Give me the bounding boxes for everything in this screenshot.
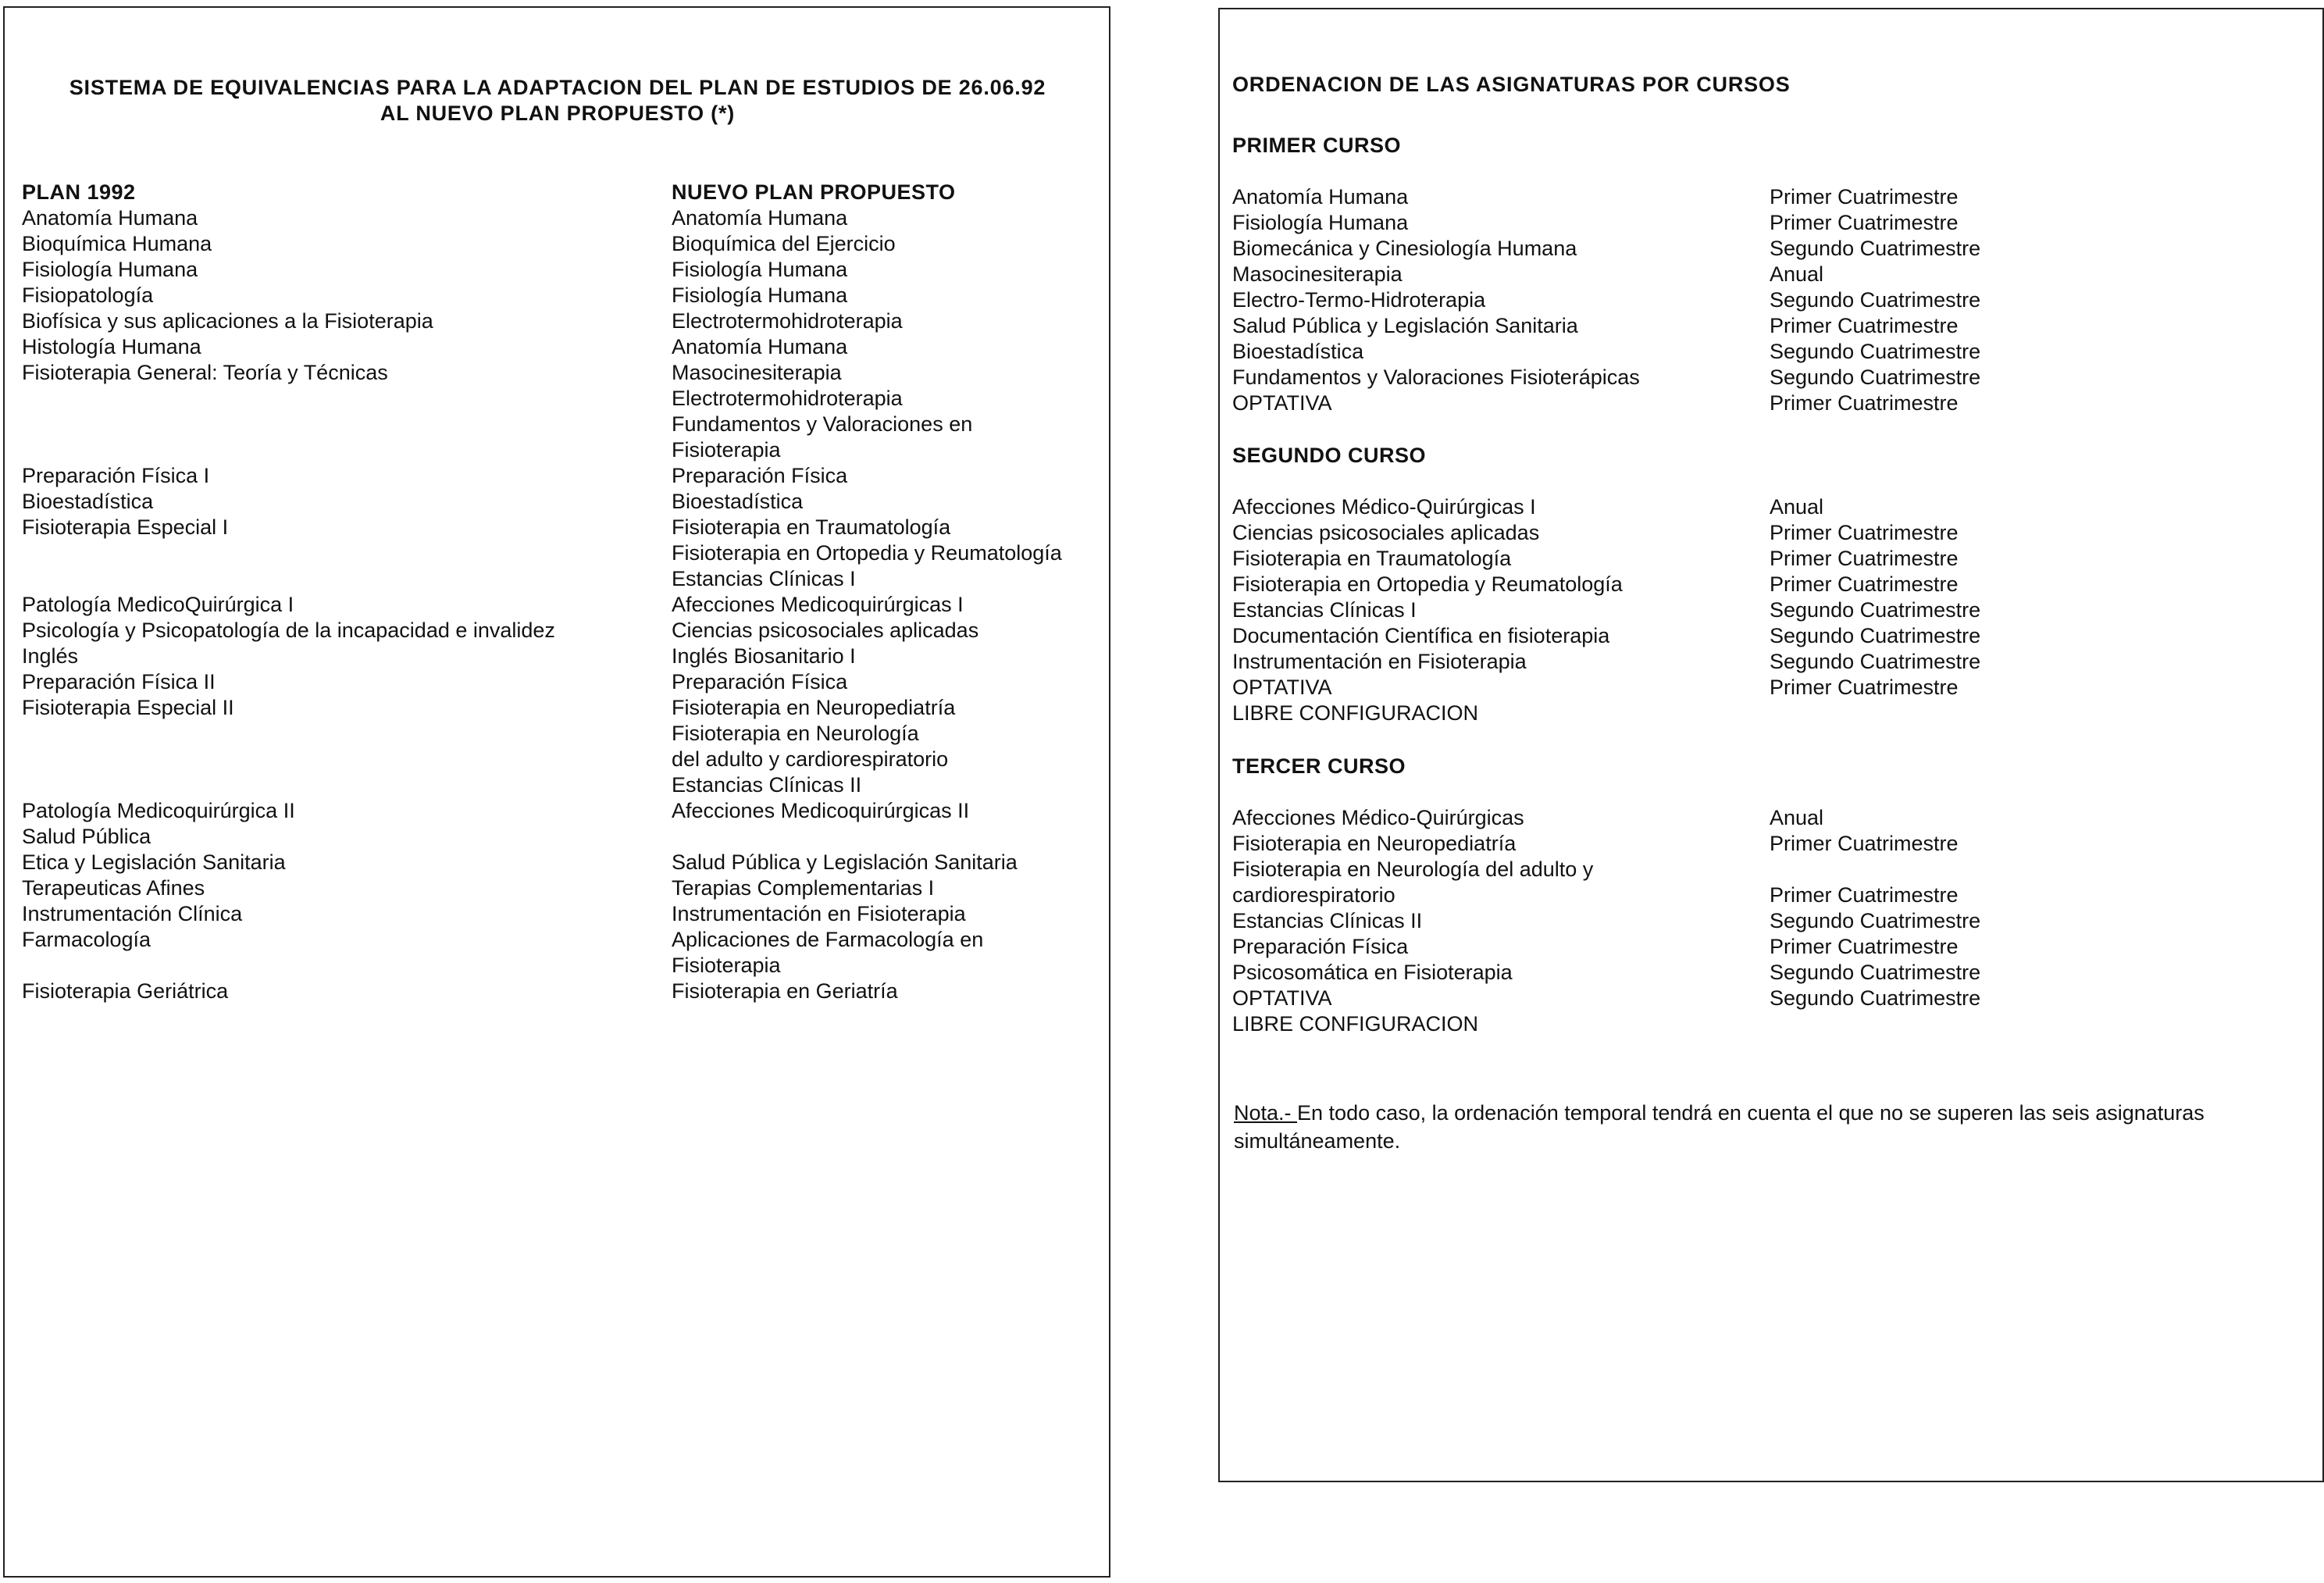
course-term: Primer Cuatrimestre [1770, 185, 1959, 209]
new-plan-item: del adulto y cardiorespiratorio [672, 747, 949, 771]
course-term: Primer Cuatrimestre [1770, 676, 1959, 699]
old-plan-item: Etica y Legislación Sanitaria [22, 850, 286, 874]
course-term: Segundo Cuatrimestre [1770, 598, 1981, 622]
course-term: Primer Cuatrimestre [1770, 572, 1959, 596]
new-plan-item: Electrotermohidroterapia [672, 387, 903, 410]
course-term: Primer Cuatrimestre [1770, 391, 1959, 415]
course-subject: Instrumentación en Fisioterapia [1232, 650, 1527, 673]
new-plan-item: Bioquímica del Ejercicio [672, 232, 896, 255]
course-subject: Bioestadística [1232, 340, 1364, 363]
course-heading: TERCER CURSO [1232, 754, 1406, 778]
note [1234, 1099, 2319, 1155]
course-subject: Ciencias psicosociales aplicadas [1232, 521, 1540, 544]
old-plan-item: Patología Medicoquirúrgica II [22, 799, 295, 822]
old-plan-item [22, 747, 647, 772]
course-subject: Afecciones Médico-Quirúrgicas [1232, 806, 1524, 829]
course-term: Anual [1770, 495, 1824, 519]
old-plan-column [22, 180, 647, 1004]
course-term: Anual [1770, 806, 1824, 829]
course-subject: LIBRE CONFIGURACION [1232, 1012, 1479, 1036]
course-term: Primer Cuatrimestre [1770, 547, 1959, 570]
new-plan-item: Preparación Física [672, 670, 848, 693]
note-text: En todo caso, la ordenación temporal tendrá en cuenta el que no se superen las seis asignaturas simultáneamente. [1234, 1101, 2205, 1153]
new-plan-item: Bioestadística [672, 490, 804, 513]
course-term: Primer Cuatrimestre [1770, 521, 1959, 544]
course-term: Segundo Cuatrimestre [1770, 365, 1981, 389]
new-plan-item: Salud Pública y Legislación Sanitaria [672, 850, 1018, 874]
new-plan-item: Ciencias psicosociales aplicadas [672, 619, 979, 642]
new-plan-item: Fisioterapia en Neurología [672, 722, 919, 745]
old-plan-item [22, 412, 647, 437]
course-subject: Estancias Clínicas I [1232, 598, 1417, 622]
old-plan-item: Farmacología [22, 928, 151, 951]
old-plan-item: Preparación Física II [22, 670, 216, 693]
new-plan-item: Fisioterapia en Neuropediatría [672, 696, 956, 719]
new-plan-item: Anatomía Humana [672, 335, 848, 358]
old-plan-item: Bioestadística [22, 490, 154, 513]
course-subject: Fisioterapia en Neurología del adulto y [1232, 857, 1594, 881]
course-subject: Fisioterapia en Neuropediatría [1232, 832, 1517, 855]
course-subject: Salud Pública y Legislación Sanitaria [1232, 314, 1578, 337]
new-plan-item: Estancias Clínicas II [672, 773, 862, 797]
new-plan-item: Fisioterapia en Traumatología [672, 515, 951, 539]
course-subject: OPTATIVA [1232, 986, 1332, 1010]
old-plan-item [22, 772, 647, 798]
course-subject: LIBRE CONFIGURACION [1232, 701, 1479, 725]
new-plan-list [672, 205, 1109, 1004]
new-plan-item: Afecciones Medicoquirúrgicas I [672, 593, 964, 616]
old-plan-item [22, 540, 647, 566]
old-plan-item: Bioquímica Humana [22, 232, 212, 255]
course-term: Primer Cuatrimestre [1770, 832, 1959, 855]
course-subject: Biomecánica y Cinesiología Humana [1232, 237, 1577, 260]
course-term: Segundo Cuatrimestre [1770, 650, 1981, 673]
old-plan-item: Fisiopatología [22, 283, 154, 307]
old-plan-item: Fisioterapia General: Teoría y Técnicas [22, 361, 388, 384]
course-term: Segundo Cuatrimestre [1770, 986, 1981, 1010]
note-label: Nota.- [1234, 1101, 1298, 1125]
old-plan-item: Inglés [22, 644, 79, 668]
course-term: Primer Cuatrimestre [1770, 314, 1959, 337]
old-plan-item: Fisioterapia Geriátrica [22, 979, 229, 1003]
course-subject: Estancias Clínicas II [1232, 909, 1423, 932]
course-subject: OPTATIVA [1232, 676, 1332, 699]
course-subject: Afecciones Médico-Quirúrgicas I [1232, 495, 1536, 519]
old-plan-item [22, 953, 647, 979]
page-title [20, 75, 1095, 127]
new-plan-item: Electrotermohidroterapia [672, 309, 903, 333]
course-subject: Fisioterapia en Ortopedia y Reumatología [1232, 572, 1623, 596]
old-plan-list [22, 205, 647, 1004]
new-plan-column [672, 180, 1109, 1004]
old-plan-item [22, 566, 647, 592]
old-plan-item: Instrumentación Clínica [22, 902, 243, 925]
course-order-page [1218, 8, 2324, 1482]
new-plan-item [672, 824, 1109, 850]
course-subject: Psicosomática en Fisioterapia [1232, 961, 1513, 984]
course-term: Primer Cuatrimestre [1770, 883, 1959, 907]
course-subject: Masocinesiterapia [1232, 262, 1403, 286]
old-plan-item: Fisioterapia Especial I [22, 515, 229, 539]
course-order-title: ORDENACION DE LAS ASIGNATURAS POR CURSOS [1232, 73, 1791, 96]
old-plan-item: Salud Pública [22, 825, 151, 848]
new-plan-item: Fisioterapia [672, 954, 781, 977]
new-plan-item: Instrumentación en Fisioterapia [672, 902, 966, 925]
course-term: Anual [1770, 262, 1824, 286]
old-plan-item: Fisioterapia Especial II [22, 696, 234, 719]
course-heading: PRIMER CURSO [1232, 134, 1402, 157]
title-line-2: AL NUEVO PLAN PROPUESTO (*) [380, 102, 736, 125]
old-plan-item: Histología Humana [22, 335, 201, 358]
course-term: Segundo Cuatrimestre [1770, 624, 1981, 647]
course-subject: Anatomía Humana [1232, 185, 1409, 209]
course-term: Primer Cuatrimestre [1770, 211, 1959, 234]
new-plan-item: Fisiología Humana [672, 258, 848, 281]
old-plan-item: Biofísica y sus aplicaciones a la Fisioterapia [22, 309, 433, 333]
old-plan-item [22, 437, 647, 463]
course-subject: OPTATIVA [1232, 391, 1332, 415]
course-term: Segundo Cuatrimestre [1770, 909, 1981, 932]
course-subject: cardiorespiratorio [1232, 883, 1395, 907]
new-plan-item: Fisioterapia en Ortopedia y Reumatología [672, 541, 1062, 565]
old-plan-header: PLAN 1992 [22, 180, 136, 204]
course-term: Segundo Cuatrimestre [1770, 288, 1981, 312]
new-plan-item: Masocinesiterapia [672, 361, 842, 384]
title-line-1: SISTEMA DE EQUIVALENCIAS PARA LA ADAPTACION DEL PLAN DE ESTUDIOS DE 26.06.92 [69, 76, 1046, 99]
course-subject: Fundamentos y Valoraciones Fisioterápicas [1232, 365, 1640, 389]
new-plan-item: Estancias Clínicas I [672, 567, 856, 590]
course-subject: Electro-Termo-Hidroterapia [1232, 288, 1486, 312]
new-plan-item: Preparación Física [672, 464, 848, 487]
old-plan-item: Terapeuticas Afines [22, 876, 205, 900]
course-term: Primer Cuatrimestre [1770, 935, 1959, 958]
old-plan-item: Patología MedicoQuirúrgica I [22, 593, 294, 616]
new-plan-item: Aplicaciones de Farmacología en [672, 928, 984, 951]
course-subject: Preparación Física [1232, 935, 1409, 958]
new-plan-item: Fisiología Humana [672, 283, 848, 307]
course-term: Segundo Cuatrimestre [1770, 961, 1981, 984]
new-plan-header: NUEVO PLAN PROPUESTO [672, 180, 956, 204]
new-plan-item: Fundamentos y Valoraciones en [672, 412, 973, 436]
old-plan-item: Preparación Física I [22, 464, 210, 487]
old-plan-item: Anatomía Humana [22, 206, 198, 230]
course-heading: SEGUNDO CURSO [1232, 444, 1427, 467]
new-plan-item: Inglés Biosanitario I [672, 644, 856, 668]
old-plan-item: Psicología y Psicopatología de la incapacidad e invalidez [22, 619, 555, 642]
course-subject: Fisioterapia en Traumatología [1232, 547, 1512, 570]
new-plan-item: Terapias Complementarias I [672, 876, 935, 900]
old-plan-item: Fisiología Humana [22, 258, 198, 281]
course-term: Segundo Cuatrimestre [1770, 237, 1981, 260]
old-plan-item [22, 386, 647, 412]
old-plan-item [22, 721, 647, 747]
new-plan-item: Anatomía Humana [672, 206, 848, 230]
new-plan-item: Fisioterapia [672, 438, 781, 462]
new-plan-item: Fisioterapia en Geriatría [672, 979, 898, 1003]
new-plan-item: Afecciones Medicoquirúrgicas II [672, 799, 970, 822]
equivalences-page [3, 6, 1110, 1578]
course-subject: Fisiología Humana [1232, 211, 1409, 234]
course-subject: Documentación Científica en fisioterapia [1232, 624, 1610, 647]
course-term: Segundo Cuatrimestre [1770, 340, 1981, 363]
